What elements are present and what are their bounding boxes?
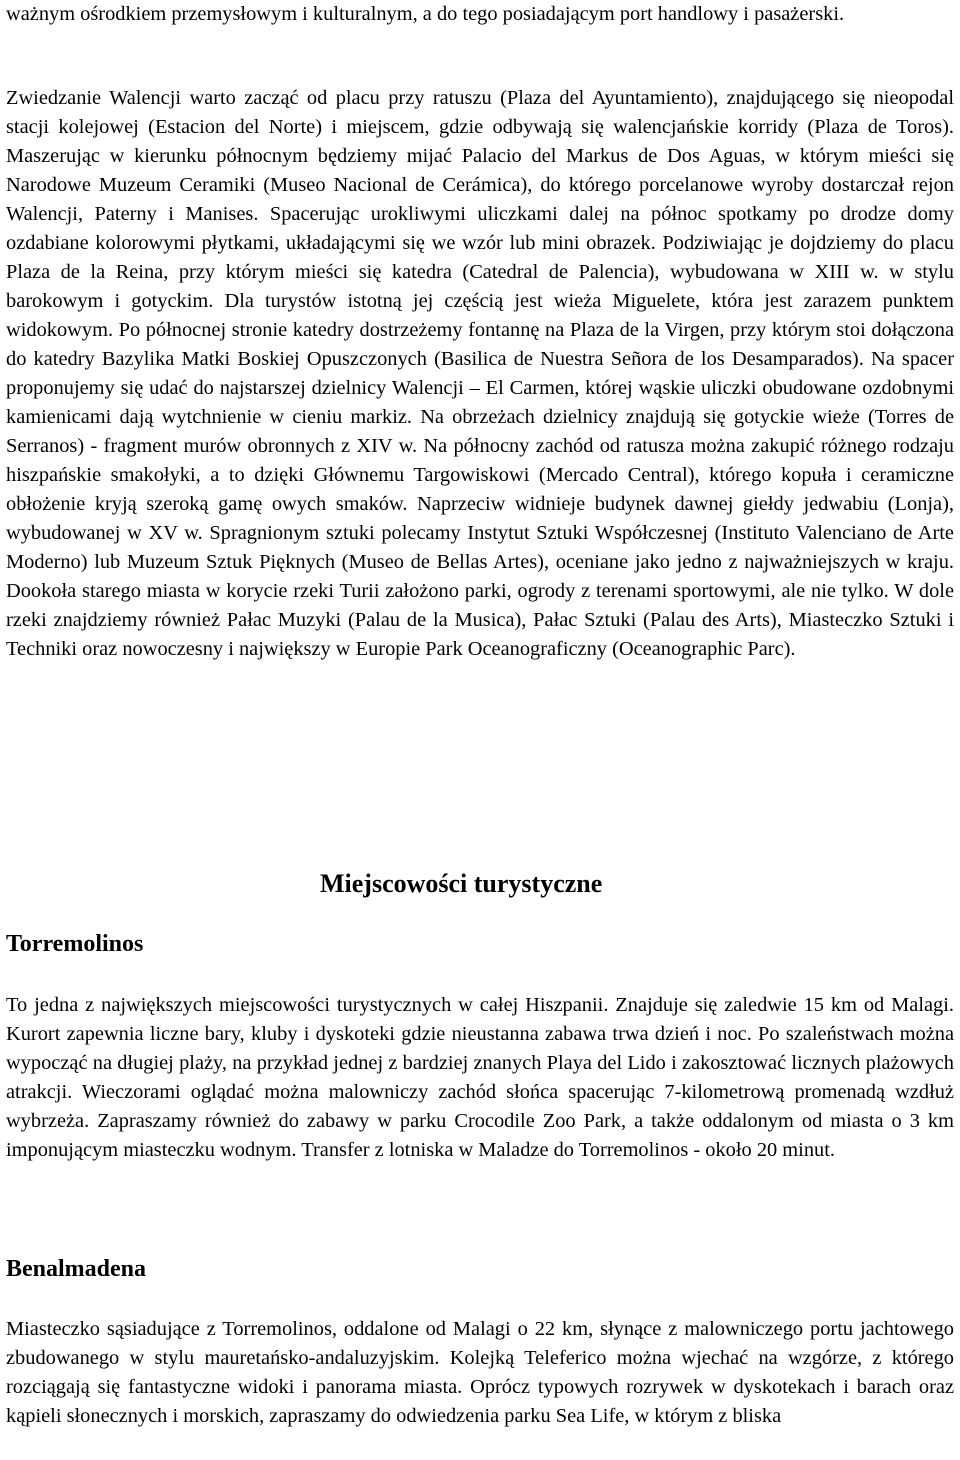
- benalmadena-paragraph: Miasteczko sąsiadujące z Torremolinos, oddalone od Malagi o 22 km, słynące z malowniczego portu jachtowego zbudowanego w stylu mauretańsko-andaluzyjskim. Kolejką Teleferico można wjechać na wzgórze, z którego rozciągają się fantastyczne widoki i panorama miasta. Oprócz typowych rozrywek w dyskotekach i barach oraz kąpieli słonecznych i morskich, zapraszamy do odwiedzenia parku Sea Life, w którym z bliska: [6, 1318, 954, 1427]
- walencja-paragraph: Zwiedzanie Walencji warto zacząć od placu przy ratuszu (Plaza del Ayuntamiento), znajdującego się nieopodal stacji kolejowej (Estacion del Norte) i miejscem, gdzie odbywają się walencjańskie korridy (Plaza de Toros). Maszerując w kierunku północnym będziemy mijać Palacio del Markus de Dos Aguas, w którym mieści się Narodowe Muzeum Ceramiki (Museo Nacional de Cerámica), do którego porcelanowe wyroby dostarczał rejon Walencji, Paterny i Manises. Spacerując urokliwymi uliczkami dalej na północ spotkamy po drodze domy ozdabiane kolorowymi płytkami, układającymi się we wzór lub mini obrazek. Podziwiając je dojdziemy do placu Plaza de la Reina, przy którym mieści się katedra (Catedral de Palencia), wybudowana w XIII w. w stylu barokowym i gotyckim. Dla turystów istotną jej częścią jest wieża Miguelete, która jest zarazem punktem widokowym. Po północnej stronie katedry dostrzeżemy fontannę na Plaza de la Virgen, przy którym stoi dołączona do katedry Bazylika Matki Boskiej Opuszczonych (Basilica de Nuestra Señora de los Desamparados). Na spacer proponujemy się udać do najstarszej dzielnicy Walencji – El Carmen, której wąskie uliczki obudowane ozdobnymi kamienicami dają wytchnienie w cieniu markiz. Na obrzeżach dzielnicy znajdują się gotyckie wieże (Torres de Serranos) - fragment murów obronnych z XIV w. Na północny zachód od ratusza można zakupić różnego rodzaju hiszpańskie smakołyki, a to dzięki Głównemu Targowiskowi (Mercado Central), którego kopuła i ceramiczne obłożenie kryją szeroką gamę owych smaków. Naprzeciw widnieje budynek dawnej giełdy jedwabiu (Lonja), wybudowanej w XV w. Spragnionym sztuki polecamy Instytut Sztuki Współczesnej (Instituto Valenciano de Arte Moderno) lub Muzeum Sztuk Pięknych (Museo de Bellas Artes), oceniane jako jedno z najważniejszych w kraju. Dookoła starego miasta w korycie rzeki Turii założono parki, ogrody z terenami sportowymi, ale nie tylko. W dole rzeki znajdziemy również Pałac Muzyki (Palau de la Musica), Pałac Sztuki (Palau des Arts), Miasteczko Sztuki i Techniki oraz nowoczesny i największy w Europie Park Oceanograficzny (Oceanographic Parc).: [6, 87, 954, 660]
- intro-paragraph: ważnym ośrodkiem przemysłowym i kulturalnym, a do tego posiadającym port handlowy i pasażerski.: [6, 3, 845, 25]
- torremolinos-paragraph: To jedna z największych miejscowości turystycznych w całej Hiszpanii. Znajduje się zaledwie 15 km od Malagi. Kurort zapewnia liczne bary, kluby i dyskoteki gdzie nieustanna zabawa trwa dzień i noc. Po szaleństwach można wypocząć na długiej plaży, na przykład jednej z bardziej znanych Playa del Lido i zakosztować licznych plażowych atrakcji. Wieczorami oglądać można malowniczy zachód słońca spacerując 7-kilometrową promenadą wzdłuż wybrzeża. Zapraszamy również do zabawy w parku Crocodile Zoo Park, a także oddalonym od miasta o 3 km imponującym miasteczku wodnym. Transfer z lotniska w Maladze do Torremolinos - około 20 minut.: [6, 994, 954, 1161]
- section-title: Miejscowości turystyczne: [320, 869, 603, 898]
- torremolinos-heading: Torremolinos: [6, 931, 144, 957]
- benalmadena-heading: Benalmadena: [6, 1256, 147, 1282]
